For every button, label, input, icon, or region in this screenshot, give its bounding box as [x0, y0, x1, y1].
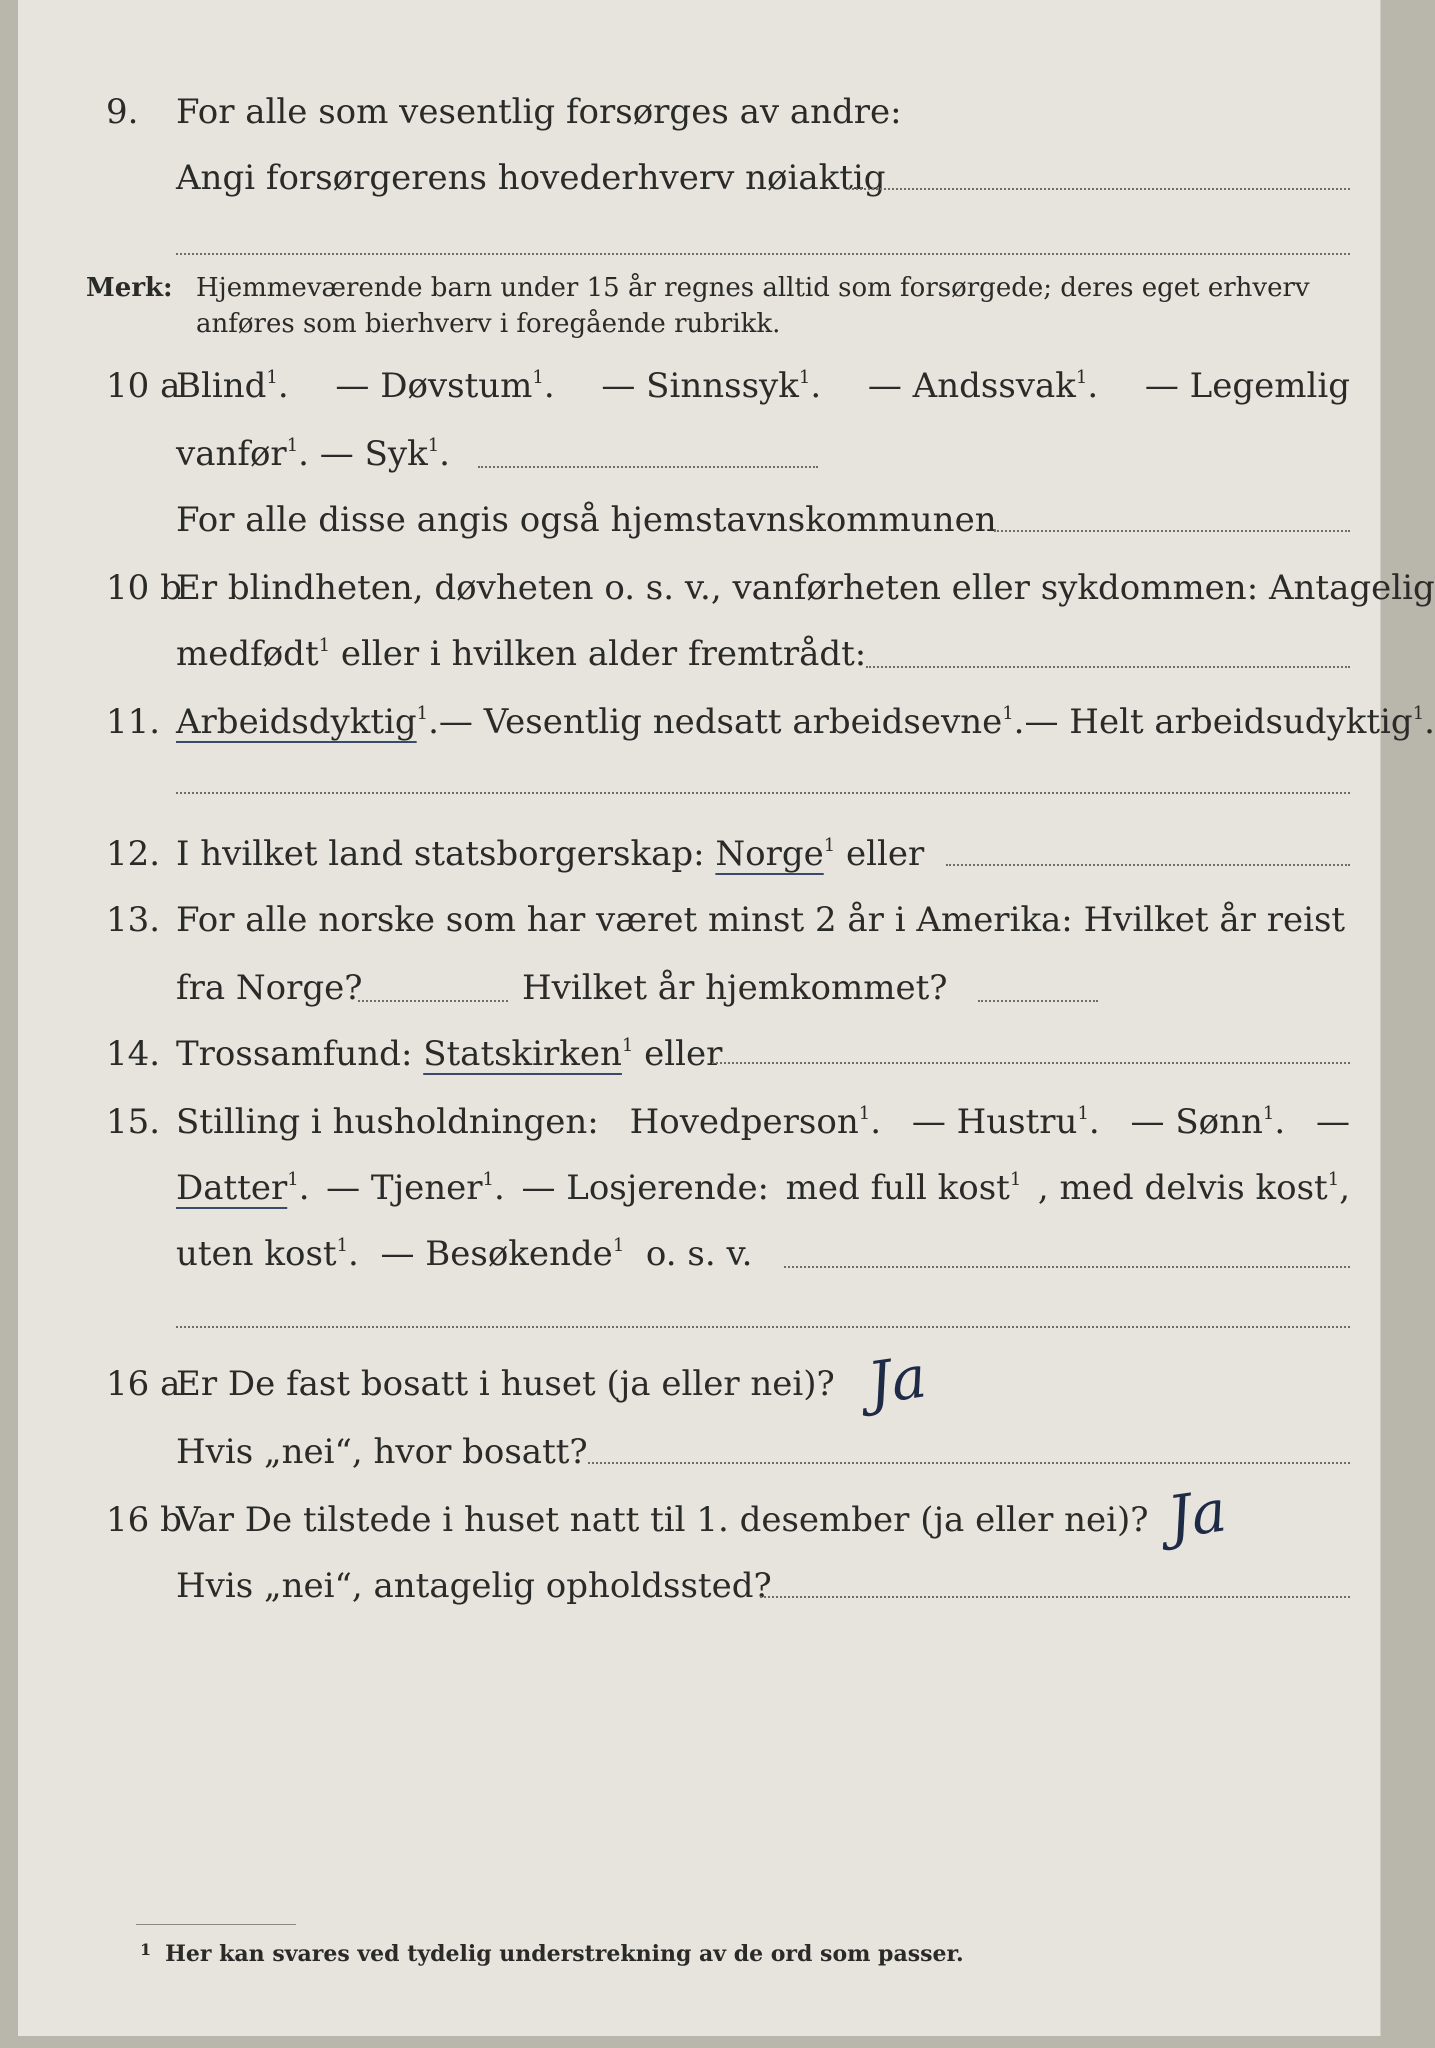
q15-answer-line-2[interactable]	[176, 1326, 1350, 1328]
footnote	[140, 1940, 964, 1967]
merk-label: Merk:	[86, 273, 173, 303]
q13-returned-label: Hvilket år hjemkommet?	[522, 968, 948, 1008]
census-form-page: 9. For alle som vesentlig forsørges av andre: Angi forsørgerens hovederhverv nøiaktig Merk: Hjemmeværende barn under 15 år regnes alltid som forsørgede; deres eget erhverv anføres som bierhverv i foregående rubrikk. 10 a Blind$^1$. — Døvstum$^1$. — Sinnssyk$^1$. — Andssvak$^1$. — Legemlig vanfør$^1$. — Syk$^1$. For alle disse angis også hjemstavnskommunen 10 b Er blindheten, døvheten o. s. v., vanførheten eller sykdommen: Antagelig medfødt$^1$ eller i hvilken alder fremtrådt: 11. Arbeidsdyktig$^1$. — Vesentlig nedsatt arbeidsevne$^1$. — Helt arbeidsudyktig$^1$. 12. I hvilket land statsborgerskap: Norge$^1$ eller 13. For alle norske som har været minst 2 år i Amerika: Hvilket år reist fra Norge? Hvilket år hjemkommet? 14. Trossamfund: Statskirken$^1$ eller 15. Stilling i husholdningen: Hovedperson$^1$. — Hustru$^1$. — Sønn$^1$. — Datter$^1$. — Tjener$^1$. — Losjerende: med full kost$^1$ , med delvis kost$^1$, uten kost$^1$. — Besøkende$^1$ o. s. v. 16 a Er De fast bosatt i huset (ja eller nei)? Ja Hvis „nei“, hvor bosatt? 16 b Var De tilstede i huset natt til 1. desember (ja eller nei)? Ja Hvis „nei“, antagelig opholdssted? $^1$ Her kan svares ved tydelig understrekning av de ord som passer.	[18, 0, 1381, 2036]
q9-question: For alle som vesentlig forsørges av andre:	[176, 92, 902, 132]
opt-syk: — Syk	[319, 434, 428, 474]
opt-hovedperson: Hovedperson$^1$.	[629, 1102, 882, 1142]
q14-number: 14.	[106, 1034, 161, 1074]
q9-provider-occupation-label: Angi forsørgerens hovederhverv nøiaktig	[176, 158, 886, 198]
q13-number: 13.	[106, 900, 161, 940]
q12-number: 12.	[106, 834, 161, 874]
q9-number: 9.	[106, 92, 139, 132]
q16a-handwritten-answer: Ja	[863, 1342, 931, 1418]
opt-full-kost: med full kost$^1$	[785, 1168, 1022, 1208]
q16b-question: Var De tilstede i huset natt til 1. desember (ja eller nei)?	[176, 1500, 1149, 1540]
q16b-answer-line[interactable]	[760, 1596, 1350, 1598]
opt-tjener: — Tjener$^1$.	[326, 1168, 505, 1208]
q16a-answer-line[interactable]	[588, 1462, 1350, 1464]
q10a-number: 10 a	[106, 366, 181, 406]
q13-year-left-line[interactable]	[358, 1000, 508, 1002]
opt-legemlig: — Legemlig	[1144, 366, 1350, 406]
merk-note	[86, 270, 1356, 350]
opt-dovstum: — Døvstum$^1$.	[335, 366, 555, 406]
opt-nedsatt-arbeidsevne: — Vesentlig nedsatt arbeidsevne$^1$.	[438, 702, 1025, 742]
answer-statskirken-underlined: Statskirken	[423, 1034, 622, 1074]
q10a-municipality-line[interactable]	[994, 530, 1350, 532]
footnote-mark: 1	[140, 1940, 152, 1959]
opt-datter: Datter$^1$.	[176, 1168, 310, 1208]
q15-label: Stilling i husholdningen:	[176, 1102, 599, 1142]
q13-left-label: fra Norge?	[176, 968, 363, 1008]
q13-year-returned-line[interactable]	[978, 1000, 1098, 1002]
q16b-whereabouts-label: Hvis „nei“, antagelig opholdssted?	[176, 1566, 772, 1606]
q10a-answer-line[interactable]	[478, 466, 818, 468]
q12-answer-line[interactable]	[946, 864, 1350, 866]
q10b-answer-line[interactable]	[866, 666, 1350, 668]
q12-question: I hvilket land statsborgerskap: Norge$^1$ eller	[176, 834, 925, 874]
q14-question: Trossamfund: Statskirken$^1$ eller	[176, 1034, 723, 1074]
answer-norge-underlined: Norge	[715, 834, 824, 874]
footnote-rule	[136, 1924, 296, 1925]
opt-medfodt: medfødt	[176, 634, 319, 674]
q10a-home-municipality-label: For alle disse angis også hjemstavnskommunen	[176, 500, 997, 540]
footnote-text: Her kan svares ved tydelig understrekning av de ord som passer.	[165, 1941, 964, 1967]
q13-question: For alle norske som har været minst 2 år i Amerika: Hvilket år reist	[176, 900, 1346, 940]
q16b-number: 16 b	[106, 1500, 182, 1540]
q16a-question: Er De fast bosatt i huset (ja eller nei)?	[176, 1364, 835, 1404]
q16a-where-label: Hvis „nei“, hvor bosatt?	[176, 1432, 588, 1472]
opt-hustru: — Hustru$^1$.	[911, 1102, 1100, 1142]
opt-sinnssyk: — Sinnssyk$^1$.	[601, 366, 822, 406]
opt-besokende: — Besøkende	[380, 1234, 613, 1274]
opt-andssvak: — Andssvak$^1$.	[867, 366, 1099, 406]
q10b-number: 10 b	[106, 568, 182, 608]
q16b-handwritten-answer: Ja	[1163, 1476, 1231, 1552]
q15-number: 15.	[106, 1102, 161, 1142]
opt-sonn: — Sønn$^1$.	[1130, 1102, 1286, 1142]
opt-vanfor: vanfør	[176, 434, 287, 474]
q10b-line-2: medfødt$^1$ eller i hvilken alder fremtrådt:	[176, 634, 867, 674]
opt-delvis-kost: , med delvis kost$^1$,	[1037, 1168, 1350, 1208]
q15-line-3: uten kost$^1$. — Besøkende$^1$ o. s. v.	[176, 1234, 753, 1274]
answer-arbeidsdyktig-underlined: Arbeidsdyktig	[176, 702, 417, 742]
q11-answer-line[interactable]	[176, 792, 1350, 794]
q10b-question: Er blindheten, døvheten o. s. v., vanførheten eller sykdommen: Antagelig	[176, 568, 1435, 608]
q9-answer-line[interactable]	[848, 188, 1350, 190]
opt-arbeidsudyktig: — Helt arbeidsudyktig$^1$.	[1024, 702, 1435, 742]
opt-losjerende: — Losjerende:	[521, 1168, 770, 1208]
q10a-line-2: vanfør$^1$. — Syk$^1$.	[176, 434, 450, 474]
q16a-number: 16 a	[106, 1364, 181, 1404]
q14-answer-line[interactable]	[712, 1062, 1350, 1064]
answer-datter-underlined: Datter	[176, 1168, 288, 1208]
q15-answer-line[interactable]	[784, 1266, 1350, 1268]
q11-number: 11.	[106, 702, 161, 742]
q9-answer-line-2[interactable]	[176, 253, 1350, 255]
merk-text: Hjemmeværende barn under 15 år regnes alltid som forsørgede; deres eget erhverv anføres som bierhverv i foregående rubrikk.	[196, 273, 1310, 339]
opt-blind: Blind$^1$.	[176, 366, 289, 406]
opt-uten-kost: uten kost	[176, 1234, 337, 1274]
opt-arbeidsdyktig: Arbeidsdyktig$^1$.	[176, 702, 439, 742]
